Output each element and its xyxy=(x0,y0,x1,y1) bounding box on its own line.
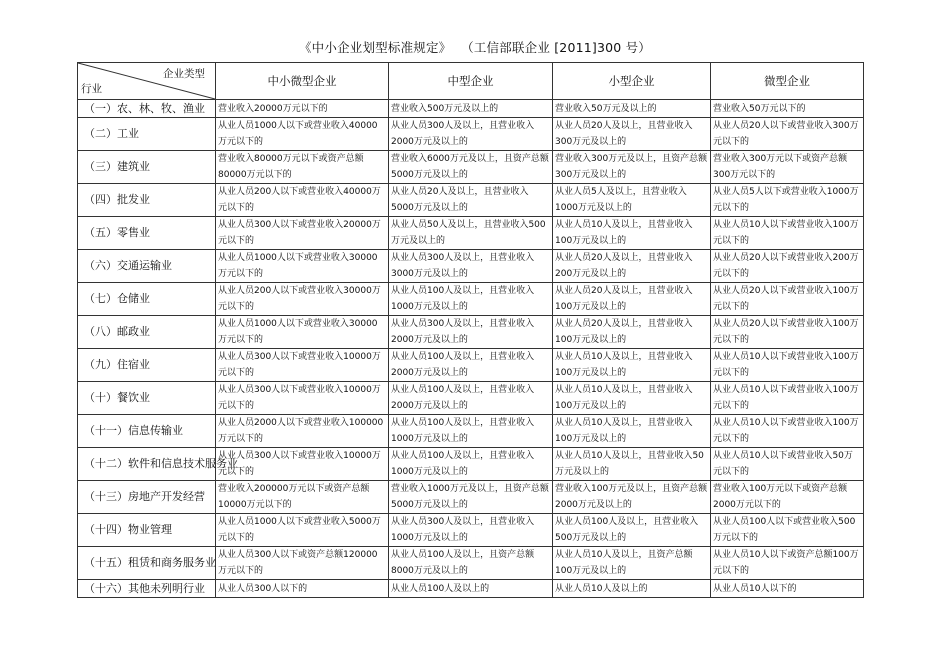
col-header-medium: 中型企业 xyxy=(389,63,553,100)
title-note: （工信部联企业 [2011]300 号） xyxy=(467,40,652,55)
table-row xyxy=(78,481,864,514)
criteria-cell: 营业收入50万元及以上的 xyxy=(553,100,711,118)
criteria-cell: 从业人员20人及以上，且营业收入5000万元及以上的 xyxy=(389,184,553,217)
criteria-cell: 营业收入20000万元以下的 xyxy=(216,100,389,118)
criteria-cell: 从业人员10人以下或营业收入100万元以下的 xyxy=(711,217,864,250)
criteria-cell: 从业人员20人以下或营业收入100万元以下的 xyxy=(711,316,864,349)
criteria-cell: 从业人员300人以下或营业收入20000万元以下的 xyxy=(216,217,389,250)
criteria-cell: 营业收入200000万元以下或资产总额10000万元以下的 xyxy=(216,481,389,514)
table-row xyxy=(78,250,864,283)
criteria-cell: 营业收入1000万元及以上，且资产总额5000万元及以上的 xyxy=(389,481,553,514)
criteria-cell: 从业人员10人以下或资产总额100万元以下的 xyxy=(711,547,864,580)
criteria-cell: 营业收入100万元以下或资产总额2000万元以下的 xyxy=(711,481,864,514)
criteria-cell: 从业人员100人及以上，且营业收入1000万元及以上的 xyxy=(389,415,553,448)
criteria-cell: 从业人员5人及以上，且营业收入1000万元及以上的 xyxy=(553,184,711,217)
table-row xyxy=(78,349,864,382)
industry-cell: （十三）房地产开发经营 xyxy=(78,481,216,514)
table-row xyxy=(78,580,864,598)
criteria-cell: 从业人员10人以下或营业收入100万元以下的 xyxy=(711,415,864,448)
table-row xyxy=(78,184,864,217)
criteria-cell: 从业人员300人及以上，且营业收入1000万元及以上的 xyxy=(389,514,553,547)
criteria-cell: 从业人员20人以下或营业收入200万元以下的 xyxy=(711,250,864,283)
criteria-cell: 营业收入100万元及以上，且资产总额2000万元及以上的 xyxy=(553,481,711,514)
criteria-cell: 从业人员20人以下或营业收入100万元以下的 xyxy=(711,283,864,316)
criteria-cell: 从业人员10人及以上，且营业收入100万元及以上的 xyxy=(553,382,711,415)
criteria-cell: 营业收入300万元以下或资产总额300万元以下的 xyxy=(711,151,864,184)
criteria-cell: 从业人员1000人以下或营业收入5000万元以下的 xyxy=(216,514,389,547)
classification-table xyxy=(77,62,864,598)
industry-cell: （十六）其他未列明行业 xyxy=(78,580,216,598)
criteria-cell: 从业人员10人以下的 xyxy=(711,580,864,598)
table-row xyxy=(78,118,864,151)
document-title xyxy=(0,38,950,56)
table-row xyxy=(78,100,864,118)
criteria-cell: 从业人员5人以下或营业收入1000万元以下的 xyxy=(711,184,864,217)
criteria-cell: 从业人员20人及以上，且营业收入100万元及以上的 xyxy=(553,316,711,349)
criteria-cell: 从业人员10人及以上的 xyxy=(553,580,711,598)
industry-cell: （五）零售业 xyxy=(78,217,216,250)
table-row xyxy=(78,415,864,448)
col-header-all: 中小微型企业 xyxy=(216,63,389,100)
table-row xyxy=(78,316,864,349)
criteria-cell: 从业人员100人以下或营业收入500万元以下的 xyxy=(711,514,864,547)
criteria-cell: 从业人员50人及以上，且营业收入500万元及以上的 xyxy=(389,217,553,250)
criteria-cell: 营业收入300万元及以上，且资产总额300万元及以上的 xyxy=(553,151,711,184)
criteria-cell: 从业人员10人及以上，且营业收入100万元及以上的 xyxy=(553,217,711,250)
criteria-cell: 从业人员10人及以上，且资产总额100万元及以上的 xyxy=(553,547,711,580)
criteria-cell: 营业收入50万元以下的 xyxy=(711,100,864,118)
criteria-cell: 从业人员200人以下或营业收入30000万元以下的 xyxy=(216,283,389,316)
criteria-cell: 从业人员300人及以上，且营业收入2000万元及以上的 xyxy=(389,316,553,349)
criteria-cell: 从业人员20人及以上，且营业收入100万元及以上的 xyxy=(553,283,711,316)
header-row xyxy=(78,63,864,100)
industry-cell: （七）仓储业 xyxy=(78,283,216,316)
industry-cell: （九）住宿业 xyxy=(78,349,216,382)
table-row xyxy=(78,547,864,580)
corner-header-cell xyxy=(78,63,216,100)
industry-cell: （十）餐饮业 xyxy=(78,382,216,415)
table-row xyxy=(78,382,864,415)
criteria-cell: 从业人员100人及以上，且营业收入2000万元及以上的 xyxy=(389,382,553,415)
col-header-micro: 微型企业 xyxy=(711,63,864,100)
criteria-cell: 从业人员100人及以上，且营业收入1000万元及以上的 xyxy=(389,283,553,316)
criteria-cell: 从业人员10人以下或营业收入100万元以下的 xyxy=(711,382,864,415)
criteria-cell: 从业人员20人及以上，且营业收入300万元及以上的 xyxy=(553,118,711,151)
criteria-cell: 从业人员300人以下的 xyxy=(216,580,389,598)
criteria-cell: 从业人员1000人以下或营业收入40000万元以下的 xyxy=(216,118,389,151)
table-row xyxy=(78,514,864,547)
criteria-cell: 从业人员10人及以上，且营业收入50万元及以上的 xyxy=(553,448,711,481)
criteria-cell: 从业人员100人及以上，且营业收入500万元及以上的 xyxy=(553,514,711,547)
industry-cell: （十二）软件和信息技术服务业 xyxy=(78,448,216,481)
criteria-cell: 从业人员100人及以上，且营业收入1000万元及以上的 xyxy=(389,448,553,481)
criteria-cell: 从业人员300人以下或营业收入10000万元以下的 xyxy=(216,349,389,382)
industry-cell: （十四）物业管理 xyxy=(78,514,216,547)
criteria-cell: 营业收入80000万元以下或资产总额80000万元以下的 xyxy=(216,151,389,184)
industry-cell: （十五）租赁和商务服务业 xyxy=(78,547,216,580)
table-row xyxy=(78,151,864,184)
criteria-cell: 从业人员300人以下或营业收入10000万元以下的 xyxy=(216,382,389,415)
criteria-cell: 从业人员20人及以上，且营业收入200万元及以上的 xyxy=(553,250,711,283)
criteria-cell: 从业人员200人以下或营业收入40000万元以下的 xyxy=(216,184,389,217)
criteria-cell: 从业人员1000人以下或营业收入30000万元以下的 xyxy=(216,316,389,349)
criteria-cell: 营业收入6000万元及以上，且资产总额5000万元及以上的 xyxy=(389,151,553,184)
criteria-cell: 从业人员100人及以上的 xyxy=(389,580,553,598)
criteria-cell: 从业人员10人以下或营业收入50万元以下的 xyxy=(711,448,864,481)
industry-cell: （十一）信息传输业 xyxy=(78,415,216,448)
industry-cell: （六）交通运输业 xyxy=(78,250,216,283)
industry-cell: （八）邮政业 xyxy=(78,316,216,349)
col-header-small: 小型企业 xyxy=(553,63,711,100)
criteria-cell: 从业人员1000人以下或营业收入30000万元以下的 xyxy=(216,250,389,283)
title-text: 《中小企业划型标准规定》 xyxy=(298,40,452,55)
table-row xyxy=(78,283,864,316)
table-row xyxy=(78,217,864,250)
criteria-cell: 从业人员10人以下或营业收入100万元以下的 xyxy=(711,349,864,382)
criteria-cell: 营业收入500万元及以上的 xyxy=(389,100,553,118)
criteria-cell: 从业人员300人以下或营业收入10000万元以下的 xyxy=(216,448,389,481)
table-row xyxy=(78,448,864,481)
criteria-cell: 从业人员100人及以上，且营业收入2000万元及以上的 xyxy=(389,349,553,382)
corner-label-type: 企业类型 xyxy=(163,68,205,80)
criteria-cell: 从业人员300人以下或资产总额120000万元以下的 xyxy=(216,547,389,580)
criteria-cell: 从业人员2000人以下或营业收入100000万元以下的 xyxy=(216,415,389,448)
corner-label-industry: 行业 xyxy=(81,83,102,95)
criteria-cell: 从业人员10人及以上，且营业收入100万元及以上的 xyxy=(553,415,711,448)
industry-cell: （四）批发业 xyxy=(78,184,216,217)
industry-cell: （二）工业 xyxy=(78,118,216,151)
criteria-cell: 从业人员300人及以上，且营业收入2000万元及以上的 xyxy=(389,118,553,151)
criteria-cell: 从业人员300人及以上，且营业收入3000万元及以上的 xyxy=(389,250,553,283)
criteria-cell: 从业人员20人以下或营业收入300万元以下的 xyxy=(711,118,864,151)
industry-cell: （一）农、林、牧、渔业 xyxy=(78,100,216,118)
criteria-cell: 从业人员10人及以上，且营业收入100万元及以上的 xyxy=(553,349,711,382)
criteria-cell: 从业人员100人及以上，且资产总额8000万元及以上的 xyxy=(389,547,553,580)
industry-cell: （三）建筑业 xyxy=(78,151,216,184)
